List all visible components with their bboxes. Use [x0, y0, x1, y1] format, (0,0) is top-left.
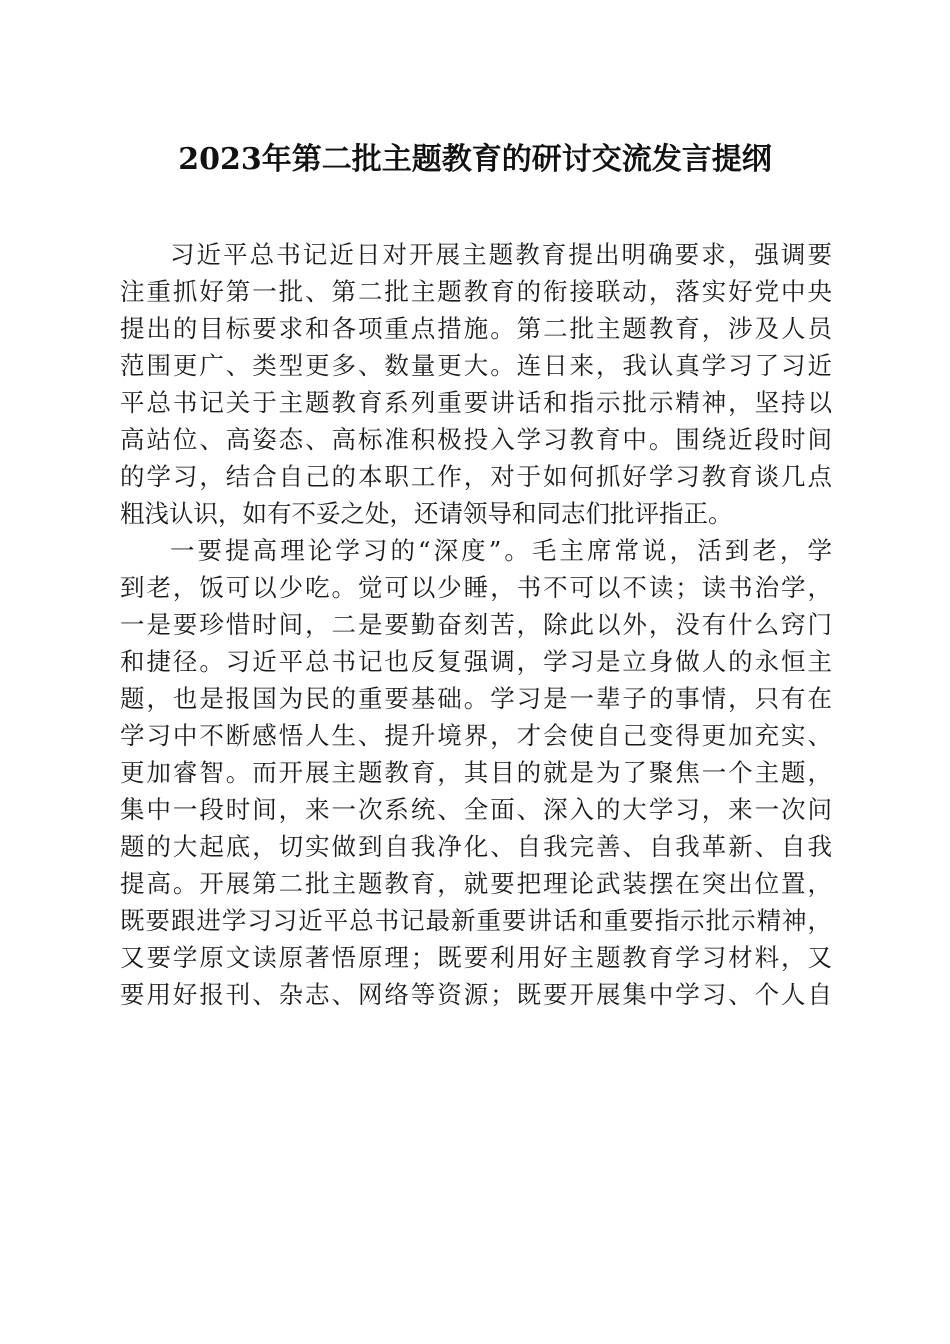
document-body [120, 236, 832, 1013]
paragraph-2-line-3: 一是要珍惜时间，二是要勤奋刻苦，除此以外，没有什么窍门 [120, 610, 832, 639]
paragraph-2-line-10: 提高。开展第二批主题教育，就要把理论武装摆在突出位置， [120, 869, 832, 898]
paragraph-2-line-13: 要用好报刊、杂志、网络等资源；既要开展集中学习、个人自 [120, 980, 832, 1009]
paragraph-2-line-1: 一要提高理论学习的“深度”。毛主席常说，活到老，学 [170, 536, 832, 565]
paragraph-1-line-5: 平总书记关于主题教育系列重要讲话和指示批示精神，坚持以 [120, 388, 832, 417]
paragraph-2-line-2: 到老，饭可以少吃。觉可以少睡，书不可以不读；读书治学， [120, 573, 832, 602]
paragraph-1-line-2: 注重抓好第一批、第二批主题教育的衔接联动，落实好党中央 [120, 277, 832, 306]
paragraph-2-line-7: 更加睿智。而开展主题教育，其目的就是为了聚焦一个主题， [120, 758, 832, 787]
paragraph-2-line-9: 题的大起底，切实做到自我净化、自我完善、自我革新、自我 [120, 832, 832, 861]
paragraph-1-line-6: 高站位、高姿态、高标准积极投入学习教育中。围绕近段时间 [120, 425, 832, 454]
paragraph-2-line-12: 又要学原文读原著悟原理；既要利用好主题教育学习材料，又 [120, 943, 832, 972]
paragraph-2-line-4: 和捷径。习近平总书记也反复强调，学习是立身做人的永恒主 [120, 647, 832, 676]
paragraph-2-line-6: 学习中不断感悟人生、提升境界，才会使自己变得更加充实、 [120, 721, 832, 750]
paragraph-1-line-4: 范围更广、类型更多、数量更大。连日来，我认真学习了习近 [120, 351, 832, 380]
paragraph-2-line-5: 题，也是报国为民的重要基础。学习是一辈子的事情，只有在 [120, 684, 832, 713]
document-title: 2023年第二批主题教育的研讨交流发言提纲 [178, 142, 772, 177]
paragraph-1-line-1: 习近平总书记近日对开展主题教育提出明确要求，强调要 [170, 240, 832, 269]
paragraph-1-line-3: 提出的目标要求和各项重点措施。第二批主题教育，涉及人员 [120, 314, 832, 343]
paragraph-2-line-8: 集中一段时间，来一次系统、全面、深入的大学习，来一次问 [120, 795, 832, 824]
paragraph-1-line-8: 粗浅认识，如有不妥之处，还请领导和同志们批评指正。 [120, 499, 733, 528]
paragraph-1-line-7: 的学习，结合自己的本职工作，对于如何抓好学习教育谈几点 [120, 462, 832, 491]
paragraph-2-line-11: 既要跟进学习习近平总书记最新重要讲话和重要指示批示精神， [120, 906, 832, 935]
